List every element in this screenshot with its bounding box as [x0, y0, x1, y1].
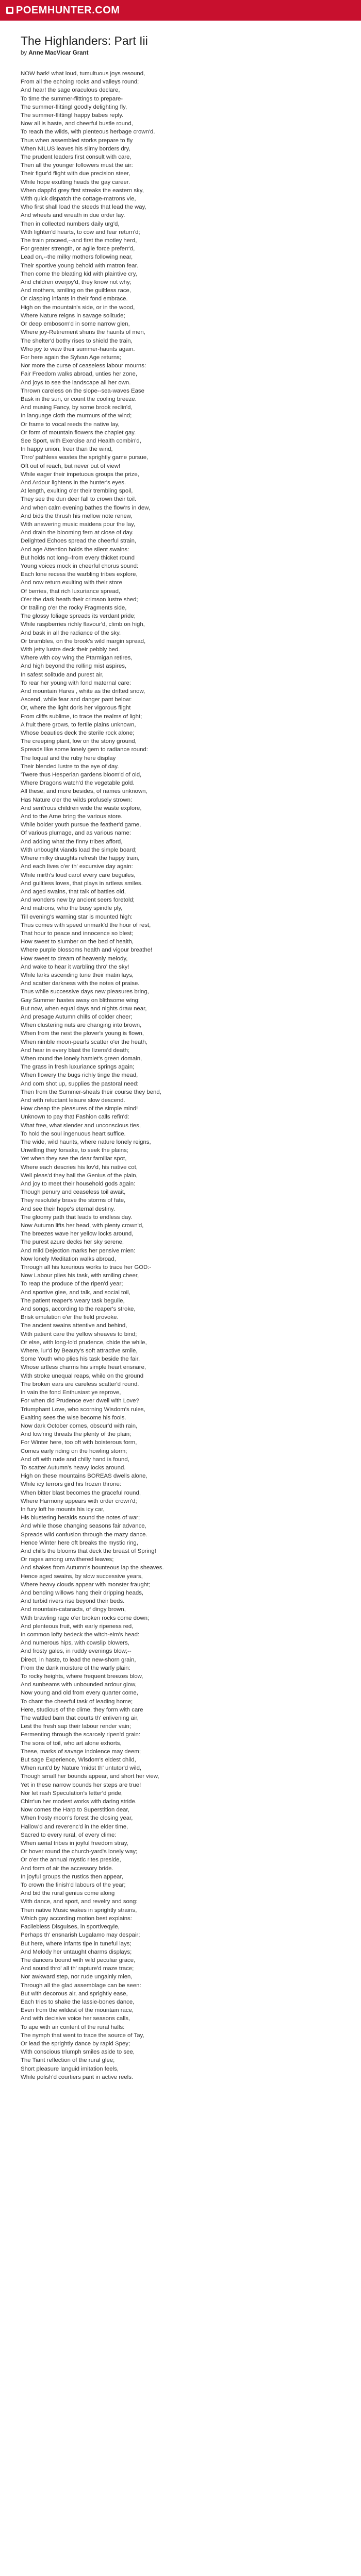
poem-line: Thus comes with speed unmark'd the hour of rest,: [21, 922, 151, 928]
poem-line: Or trailing o'er the rocky Fragments side,: [21, 605, 127, 611]
poem-line: While larks ascending tune their matin lays,: [21, 972, 134, 978]
poem-line: Or frame to vocal reeds the native lay,: [21, 421, 120, 428]
poem-line: Now Autumn lifts her head, with plenty crown'd,: [21, 1223, 144, 1229]
poem-line: Short pleasure languid imitation feels,: [21, 2065, 119, 2072]
poem-line: The purest azure decks her sky serene,: [21, 1239, 124, 1246]
poem-line: Spreads like some lonely gem to radiance round:: [21, 747, 148, 753]
poem-line: How sweet to slumber on the bed of health,: [21, 939, 134, 945]
poem-line: Whose beauties deck the sterile rock alone;: [21, 730, 135, 737]
poem-line: For Winter here, too oft with boisterous form,: [21, 1439, 137, 1446]
poem-line: Where, lur'd by Beauty's soft attractive smile,: [21, 1348, 138, 1354]
poem-line: Then in collected numbers daily urg'd,: [21, 221, 120, 227]
poem-line: And wonders new by ancient seers foretold;: [21, 897, 135, 904]
poem-line: Even from the wildest of the mountain race,: [21, 2007, 134, 2014]
poem-line: When nimble moon-pearls scatter o'er the heath,: [21, 1039, 147, 1045]
poem-line: In common lofty bedeck the witch-elm's head:: [21, 1631, 140, 1638]
poem-line: And Melody her untaught charms displays;: [21, 1948, 132, 1955]
poem-line: With patient care the yellow sheaves to bind;: [21, 1331, 137, 1337]
poem-line: Thus while successive days new pleasures bring,: [21, 989, 149, 995]
poem-line: Where Nature reigns in savage solitude;: [21, 312, 125, 319]
poem-line: Where Dragons watch'd the vegetable gold.: [21, 780, 135, 787]
poem-line: And mountain-cataracts, of dingy brown,: [21, 1606, 126, 1613]
poem-line: Yet when they see the dear familiar spot,: [21, 1156, 127, 1162]
poem-line: To time the summer-flittings to prepare-: [21, 95, 123, 102]
poem-line: Bask in the sun, or count the cooling breeze.: [21, 396, 137, 402]
poem-line: How sweet to dream of heavenly melody,: [21, 955, 128, 962]
poem-line: The nymph that went to trace the source of Tay,: [21, 2032, 144, 2039]
poem-line: From all the echoing rocks and valleys round;: [21, 79, 139, 86]
poem-line: And joy to meet their household gods again:: [21, 1181, 136, 1188]
poem-line: And hear in every blast the lizens'd death;: [21, 1047, 130, 1054]
poem-line: And presage Autumn chills of colder cheer;: [21, 1013, 133, 1020]
poem-line: And sportive glee, and talk, and social toil,: [21, 1289, 130, 1296]
poem-line: In safest solitude and purest air,: [21, 671, 104, 678]
poem-line: And aged swains, that talk of battles old,: [21, 888, 126, 895]
poem-line: Or lead the sprightly dance by rapid Spey;: [21, 2040, 130, 2047]
poem-line: When bitter blast becomes the graceful round,: [21, 1489, 141, 1496]
poem-line: Where Harmony appears with order crown'd;: [21, 1498, 137, 1504]
poem-line: Their blended lustre to the eye of day.: [21, 763, 119, 770]
poem-line: Or form of mountain flowers the chaplet gay.: [21, 429, 136, 436]
poem-line: High on the mountain's side, or in the wood,: [21, 304, 135, 311]
logo-icon: [6, 7, 13, 14]
poem-line: At length, exulting o'er their trembling spoil,: [21, 488, 133, 495]
poem-line: And sound thro' all th' rapture'd maze trace;: [21, 1965, 134, 1972]
poem-line: Hallow'd and reverenc'd in the elder time,: [21, 1823, 128, 1830]
poem-line: His blustering heralds sound the notes of war;: [21, 1515, 140, 1521]
poem-line: And numerous hips, with cowslip blowers,: [21, 1640, 129, 1647]
poem-line: Where purple blossoms health and vigour breathe!: [21, 947, 153, 954]
poem-line: The sons of toil, who art alone exhorts,: [21, 1740, 122, 1747]
poem-line: Or o'er the annual mystic rites preside,: [21, 1857, 121, 1863]
poem-line: Has Nature o'er the wilds profusely strown:: [21, 796, 133, 803]
poem-line: Each lone recess the warbling tribes explore,: [21, 571, 138, 578]
poem-line: In joyful groups the rustics then appear,: [21, 1873, 123, 1880]
poem-line: The broken ears are careless scatter'd round.: [21, 1381, 139, 1387]
poem-line: And mild Dejection marks her pensive mien:: [21, 1247, 136, 1254]
poem-line: Direct, in haste, to lead the new-shorn grain,: [21, 1656, 136, 1663]
poem-line: To scatter Autumn's heavy locks around.: [21, 1464, 126, 1471]
poem-line: Facilebless Disguises, in sportiveqyle,: [21, 1924, 120, 1930]
poem-line: From the dank moisture of the warfy plain:: [21, 1665, 130, 1671]
poem-line: The Tiant reflection of the rural glee;: [21, 2057, 115, 2064]
poem-line: And see their hope's eternal destiny.: [21, 1206, 116, 1212]
poem-line: Comes early riding on the howling storm;: [21, 1448, 127, 1454]
poem-line: To reap the produce of the ripen'd year;: [21, 1281, 123, 1287]
poem-line: Through all the glad assemblage can be seen:: [21, 1982, 141, 1989]
poem-line: Perhaps th' ensnarish Lugalamo may despair;: [21, 1932, 140, 1939]
poem-line: Who first shall load the steeds that lead the way,: [21, 204, 146, 211]
poem-line: Now dark October comes, obscur'd with rain,: [21, 1422, 138, 1429]
poem-line: And hear! the sage oraculous declare,: [21, 87, 120, 94]
poem-line: Of various plumage, and as various name:: [21, 830, 132, 837]
poem-line: The shelter'd bothy rises to shield the train,: [21, 337, 133, 344]
poem-line: And mothers, smiling on the guiltless race,: [21, 287, 131, 294]
poem-line: And plenteous fruit, with early ripeness red,: [21, 1623, 134, 1630]
poem-line: The gloomy path that leads to endless day.: [21, 1214, 133, 1221]
poem-line: All these, and more besides, of names unknown,: [21, 788, 147, 795]
poem-line: Which gay according motion best explains:: [21, 1915, 132, 1922]
poem-line: Unknown to pay that Fashion calls refin'd:: [21, 1114, 129, 1121]
poem-line: That hour to peace and innocence so blest;: [21, 930, 134, 937]
poem-line: And low'ring threats the plenty of the plain;: [21, 1431, 132, 1438]
poem-line: To rocky heights, where frequent breezes blow,: [21, 1673, 143, 1680]
poem-line: Sacred to every rural, of every clime:: [21, 1832, 117, 1838]
poem-line: And to the Arne bring the various store.: [21, 814, 123, 820]
poem-line: And wake to hear it warbling thro' the sky!: [21, 963, 129, 970]
poem-line: With brawling rage o'er broken rocks come down;: [21, 1615, 150, 1621]
poem-line: Now young and old from every quarter come,: [21, 1690, 138, 1697]
poem-line: Now lonely Meditation walks abroad,: [21, 1256, 116, 1262]
poem-line: And bids the thrush his mellow note renew,: [21, 513, 133, 519]
poem-line: Yet in these narrow bounds her steps are true!: [21, 1782, 141, 1788]
poem-line: Then from the Summer-sheals their course they bend,: [21, 1089, 161, 1095]
poem-line: When runt'd by Nature 'midst th' untutor'd wild,: [21, 1765, 142, 1772]
poem-line: A fruit there grows, to fertile plains unknown,: [21, 721, 136, 728]
poem-line: The ancient swains attentive and behind,: [21, 1323, 127, 1329]
poem-line: But now, when equal days and nights draw near,: [21, 1005, 147, 1012]
poem-line: With lighten'd hearts, to cow and fear return'd;: [21, 229, 140, 235]
poem-line: They see the dun deer fall to crown their toil.: [21, 496, 137, 503]
poem-line: And bending willows hang their dripping heads,: [21, 1589, 144, 1596]
poem-line: Then all the younger followers must the air:: [21, 162, 133, 169]
poem-line: In happy union, freer than the wind,: [21, 446, 113, 453]
poem-line: Then native Music wakes in sprightly strains,: [21, 1907, 137, 1913]
poem-line: The summer-flitting! goodly delighting fly,: [21, 104, 127, 110]
poem-line: Here, studious of the clime, they form with care: [21, 1706, 143, 1713]
poem-line: Then come the bleating kid with plaintive cry,: [21, 270, 137, 277]
poem-line: The creeping plant, low on the stony ground,: [21, 738, 137, 745]
poem-line: The loqual and the ruby here display: [21, 755, 116, 761]
poem-line: In fury loft he mounts his icy car,: [21, 1506, 105, 1513]
poem-line: With dance, and sport, and revelry and song:: [21, 1899, 138, 1905]
poem-line: And guiltless loves, that plays in artless smiles.: [21, 880, 143, 887]
poem-line: And drain the blooming fern at close of day.: [21, 530, 134, 536]
poem-line: For here again the Sylvan Age returns;: [21, 354, 122, 361]
poem-line: Where each descries his lov'd, his native cot,: [21, 1164, 138, 1171]
poem-line: Lead on,--the milky mothers following near,: [21, 254, 133, 261]
poem-line: In vain the fond Enthusiast ye reprove,: [21, 1389, 121, 1396]
poem-line: Whose artless charms his simple heart ensnare,: [21, 1364, 146, 1371]
poem-line: Lest the fresh sap their labour render vain;: [21, 1723, 132, 1730]
poem-line: And shakes from Autumn's bounteous lap the sheaves.: [21, 1565, 164, 1571]
site-header: [0, 0, 361, 21]
poem-line: Where joy-Retirement shuns the haunts of men,: [21, 329, 145, 336]
poem-line: Where heavy clouds appear with monster fraught;: [21, 1581, 151, 1588]
poem-line: When aerial tribes in joyful freedom stray,: [21, 1840, 128, 1847]
poem-line: Hence Winter here oft breaks the mystic ring,: [21, 1539, 138, 1546]
poem-container: [0, 21, 361, 2081]
poem-line: And oft with rude and chilly hand is found,: [21, 1456, 129, 1463]
poem-line: Hence aged swains, by slow successive years,: [21, 1573, 143, 1580]
poem-line: Gay Summer hastes away on blithsome wing:: [21, 997, 140, 1004]
poem-line: To ape with air content of the rural halls:: [21, 2024, 125, 2030]
poem-line: Of berries, that rich luxuriance spread,: [21, 588, 121, 595]
poem-line: Thus when assembled storks prepare to fly: [21, 137, 133, 144]
poem-line: And with reluctant leisure slow descend.: [21, 1097, 125, 1104]
poem-line: While mirth's loud carol every care beguiles,: [21, 872, 136, 878]
poem-line: Exalting sees the wise become his fools.: [21, 1414, 126, 1421]
author-link[interactable]: Anne MacVicar Grant: [28, 50, 89, 56]
poem-line: With answering music maidens pour the lay,: [21, 521, 135, 528]
poem-line: Triumphant Love, who scorning Wisdom's rules,: [21, 1406, 145, 1413]
poem-line: What free, what slender and unconscious ties,: [21, 1122, 141, 1129]
poem-line: Spreads wild confusion through the mazy dance.: [21, 1531, 147, 1538]
poem-line: Now all is haste, and cheerful bustle round,: [21, 121, 133, 127]
poem-byline: [21, 50, 340, 56]
poem-line: Now comes the Harp to Superstition dear,: [21, 1807, 129, 1814]
poem-line: To reach the wilds, with plenteous herbage crown'd.: [21, 129, 155, 135]
poem-line: Though small her bounds appear, and short her view,: [21, 1773, 159, 1780]
poem-line: And when calm evening bathes the flow'rs in dew,: [21, 504, 151, 511]
poem-line: Or hover round the church-yard's lonely way;: [21, 1849, 138, 1855]
poem-line: They resolutely brave the storms of fate,: [21, 1197, 126, 1204]
poem-line: With stroke unequal reaps, while on the ground: [21, 1372, 144, 1379]
poem-line: When round the lonely hamlet's green domain,: [21, 1055, 142, 1062]
poem-line: Who joy to view their summer-haunts again.: [21, 346, 135, 352]
poem-line: Well pleas'd they hail the Genius of the plain,: [21, 1172, 138, 1179]
poem-line: The patient reaper's weary task beguile,: [21, 1297, 125, 1304]
poem-line: While bolder youth pursue the feather'd game,: [21, 822, 141, 828]
poem-line: Nor more the curse of ceaseless labour mourns:: [21, 363, 146, 369]
poem-line: Unwilling they forsake, to seek the plains;: [21, 1147, 128, 1154]
poem-line: Young voices mock in cheerful chorus sound:: [21, 563, 139, 569]
poem-line: The wattled barn that courts th' enlivening air,: [21, 1715, 139, 1722]
poem-line: And corn shot up, supplies the pastoral need:: [21, 1080, 139, 1087]
poem-line: To chant the cheerful task of leading home;: [21, 1698, 133, 1705]
poem-line: When NILUS leaves his slimy borders dry,: [21, 145, 130, 152]
poem-title: The Highlanders: Part Iii: [21, 34, 148, 47]
poem-line: Or rages among unwithered leaves;: [21, 1556, 114, 1563]
poem-line: With jetty lustre deck their pebbly bed.: [21, 647, 120, 653]
poem-line: But with decorous air, and sprightly ease,: [21, 1990, 128, 1997]
poem-line: Their figur'd flight with due precision steer,: [21, 171, 130, 177]
poem-line: High on these mountains BOREAS dwells alone,: [21, 1473, 147, 1480]
poem-line: While polish'd courtiers pant in active reels.: [21, 2074, 134, 2080]
poem-line: When from the nest the plover's young is flown,: [21, 1030, 144, 1037]
poem-line: And musing Fancy, by some brook reclin'd,: [21, 404, 133, 411]
poem-line: 'Twere thus Hesperian gardens bloom'd of old,: [21, 772, 142, 778]
poem-line: Their sportive young behold with matron fear.: [21, 262, 138, 269]
poem-line: When dappl'd grey first streaks the eastern sky,: [21, 187, 144, 194]
poem-line: Nor let rash Speculation's letter'd pride,: [21, 1790, 123, 1797]
poem-line: And while those changing seasons fair advance,: [21, 1523, 146, 1530]
poem-line: And matrons, who the busy spindle ply,: [21, 905, 123, 912]
poem-line: Till evening's warning star is mounted high:: [21, 913, 133, 920]
poem-line: With unbought viands load the simple board;: [21, 846, 137, 853]
poem-line: And with decisive voice her seasons calls,: [21, 2015, 130, 2022]
poem-line: Thro' pathless wastes the sprightly game pursue,: [21, 454, 149, 461]
poem-line: And bask in all the radiance of the sky.: [21, 630, 121, 636]
poem-line: Nor awkward step, nor rude ungainly mien,: [21, 1974, 133, 1980]
poem-line: Or brambles, on the brook's wild margin spread,: [21, 638, 146, 645]
poem-line: With quick dispatch the cottage-matrons vie,: [21, 196, 136, 202]
poem-line: The grass in fresh luxuriance springs again;: [21, 1064, 135, 1071]
poem-line: Fermenting through the scarcely ripen'd grain:: [21, 1732, 141, 1738]
poem-line: Where milky draughts refresh the happy train,: [21, 855, 140, 862]
poem-line: When clustering nuts are changing into brown,: [21, 1022, 142, 1029]
poem-line: The prudent leaders first consult with care,: [21, 154, 132, 161]
poem-line: And turbid rivers rise beyond their beds.: [21, 1598, 125, 1605]
poem-line: And songs, according to the reaper's stroke,: [21, 1306, 136, 1313]
poem-line: Fair Freedom walks abroad, unties her zone,: [21, 371, 138, 378]
poem-line: And joys to see the landscape all her own.: [21, 379, 131, 386]
poem-line: How cheap the pleasures of the simple mind!: [21, 1106, 138, 1112]
poem-line: And each lives o'er th' excursive day again:: [21, 863, 133, 870]
poem-line: And Ardour lightens in the hunter's eyes.: [21, 479, 126, 486]
poem-line: While hope exulting heads the gay career.: [21, 179, 130, 185]
site-logo[interactable]: POEMHUNTER.COM: [16, 4, 120, 16]
poem-line: Oft out of reach, but never out of view!: [21, 463, 121, 469]
poem-line: And sunbeams with unbounded ardour glow,: [21, 1682, 137, 1688]
poem-line: From cliffs sublime, to trace the realms of light;: [21, 713, 142, 720]
poem-line: Each tries to shake the lassie-bones dance,: [21, 1998, 135, 2005]
poem-line: And mountain Hares , white as the drifted snow,: [21, 688, 145, 695]
poem-line: The glossy foliage spreads its verdant pride;: [21, 613, 136, 620]
poem-line: Or else, with long-lo'd prudence, chide the while,: [21, 1339, 147, 1346]
poem-line: When frosty moon's forest the closing year,: [21, 1815, 133, 1822]
poem-line: While icy terrors gird his frozen throne:: [21, 1481, 121, 1488]
poem-line: With conscious triumph smiles aside to see,: [21, 2049, 135, 2056]
poem-line: In language cloth the murmurs of the wind;: [21, 413, 132, 419]
poem-line: And form of air the accessory bride.: [21, 1865, 113, 1872]
poem-line: But here, where infants tipe in tuneful lays;: [21, 1940, 132, 1947]
poem-line: The summer-flitting! happy babes reply.: [21, 112, 124, 119]
poem-line: Through all his luxurious works to trace her GOD:-: [21, 1264, 152, 1271]
poem-line: Or, where the light doris her vigorous flight: [21, 705, 131, 711]
poem-line: And sent'rous children wide the waste explore,: [21, 805, 142, 811]
poem-line: But holds not long--from every thicket round: [21, 554, 135, 561]
poem-line: The breezes wave her yellow locks around,: [21, 1231, 134, 1238]
poem-line: O'er the dark heath their crimson lustre shed;: [21, 596, 138, 603]
poem-line: The train proceed,--and first the motley herd,: [21, 238, 137, 244]
poem-line: While eager their impetuous groups the prize,: [21, 471, 139, 478]
poem-line: Ascend, while fear and danger pant below:: [21, 697, 132, 703]
poem-line: And age Attention holds the silent swains:: [21, 546, 129, 553]
poem-line: For greater strength, or agile force preferr'd,: [21, 246, 135, 252]
poem-line: And children overjoy'd, they know not why;: [21, 279, 132, 286]
poem-line: Now Labour plies his task, with smiling cheer,: [21, 1273, 139, 1279]
poem-line: And adding what the finny tribes afford,: [21, 838, 123, 845]
poem-line: And wheels and wreath in due order lay.: [21, 212, 125, 219]
poem-line: Though penury and ceaseless toil await,: [21, 1189, 126, 1196]
poem-body: [21, 70, 340, 2081]
poem-line: Or deep embosom'd in some narrow glen,: [21, 321, 130, 328]
poem-line: Or clasping infants in their fond embrace.: [21, 296, 128, 302]
by-label: by: [21, 50, 27, 56]
poem-line: The wide, wild haunts, where nature lonely reigns,: [21, 1139, 151, 1145]
poem-line: And frosty gales, in ruddy evenings blow;--: [21, 1648, 132, 1655]
poem-line: To rear her young with fond maternal care:: [21, 680, 132, 686]
poem-line: Thrown careless on the slope--sea-waves Ease: [21, 387, 144, 394]
poem-line: NOW hark! what loud, tumultuous joys resound,: [21, 71, 145, 77]
poem-line: And bid the rural genius come along: [21, 1890, 115, 1897]
poem-line: Brisk emulation o'er the field provoke.: [21, 1314, 119, 1321]
poem-line: And high beyond the rolling mist aspires,: [21, 663, 127, 670]
poem-line: While raspberries richly flavour'd, climb on high,: [21, 621, 145, 628]
poem-line: And chills the blooms that deck the breast of Spring!: [21, 1548, 156, 1554]
poem-line: For when did Prudence ever dwell with Love?: [21, 1398, 139, 1404]
poem-line: Delighted Echoes spread the cheerful strain,: [21, 538, 137, 545]
poem-line: Chirr'un her modest works with daring stride.: [21, 1799, 137, 1805]
poem-line: Where with coy wing the Ptarmigan retires,: [21, 655, 133, 662]
poem-line: See Sport, with Exercise and Health combin'd,: [21, 437, 141, 444]
poem-line: But sage Experience, Wisdom's eldest child,: [21, 1757, 136, 1764]
poem-line: And scatter darkness with the notes of praise.: [21, 980, 140, 987]
poem-line: And now return exulting with their store: [21, 580, 122, 586]
poem-line: When flowery the bugs richly tinge the mead,: [21, 1072, 138, 1079]
poem-line: The dancers bound with wild peculiar grace,: [21, 1957, 136, 1963]
poem-line: To crown the finish'd labours of the year;: [21, 1882, 126, 1889]
poem-line: These, marks of savage indolence may deem;: [21, 1748, 141, 1755]
poem-line: Some Youth who plies his task beside the fair,: [21, 1356, 140, 1363]
poem-line: To hold the soul ingenuous heart suffice.: [21, 1130, 126, 1137]
